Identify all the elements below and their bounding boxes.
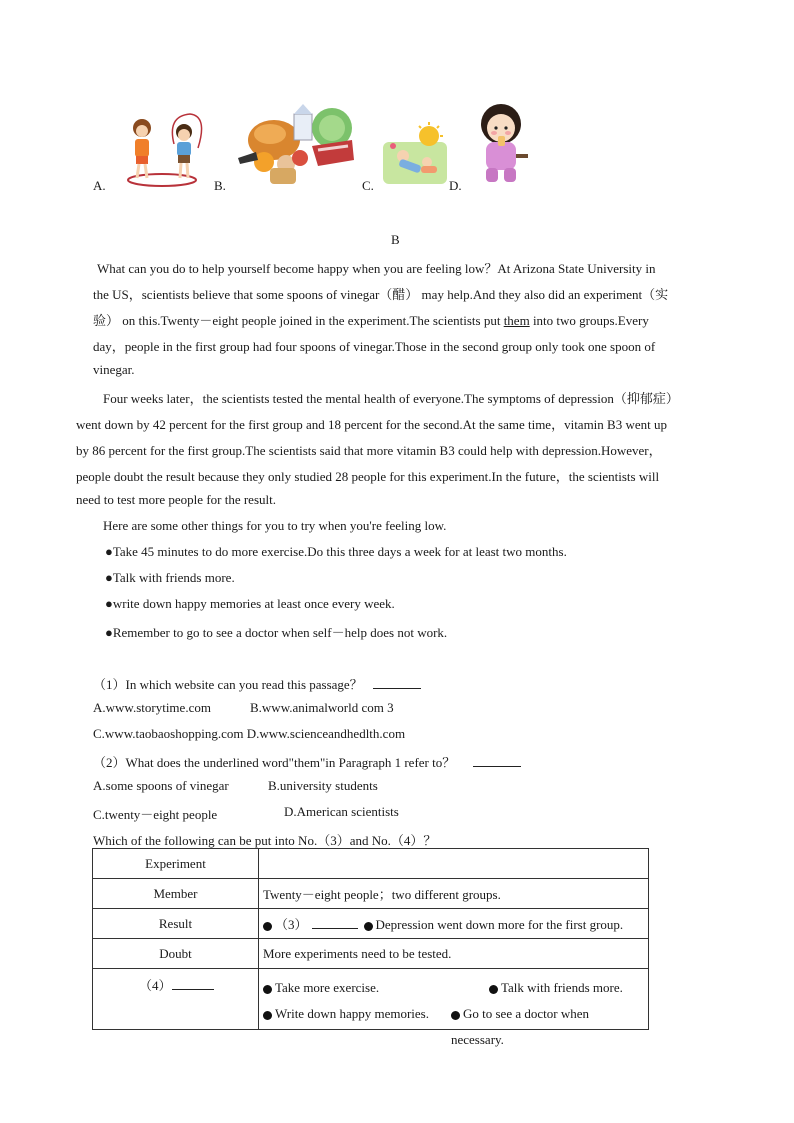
result-text: Depression went down more for the first group.	[375, 917, 624, 932]
suggestion-exercise: Take more exercise.	[275, 980, 380, 995]
question-2-text: （2）What does the underlined word"them"in Paragraph 1 refer to？	[93, 755, 456, 770]
table-cell-result-value	[259, 909, 649, 939]
para1-line-1: What can you do to help yourself become happy when you are feeling low？At Arizona State University in	[97, 261, 656, 276]
food-pile-image	[234, 100, 358, 190]
q2-option-b: B.university students	[268, 778, 378, 793]
question-1-stem	[93, 674, 421, 693]
question-2-stem	[93, 752, 521, 771]
bullet-dot-icon	[451, 1011, 460, 1020]
answer-blank	[473, 755, 521, 767]
suggestion-talk-wrap	[489, 975, 623, 1001]
para1-line-5: vinegar.	[93, 362, 135, 377]
suggestion-line-1	[263, 975, 644, 1001]
table-cell-result: Result	[93, 909, 259, 939]
option-a-label: A.	[93, 178, 106, 193]
answer-blank-4	[172, 978, 214, 990]
bullet-item: ●Talk with friends more.	[105, 570, 235, 585]
bullet-dot-icon	[263, 922, 272, 931]
bullet-dot-icon	[364, 922, 373, 931]
table-row	[93, 969, 649, 1030]
q2-option-c: C.twenty－eight people	[93, 807, 218, 822]
suggestion-doctor-wrap	[451, 1001, 644, 1053]
jump-rope-kids-image	[112, 112, 212, 188]
table-cell-member-value: Twenty－eight people；two different groups.	[259, 879, 649, 909]
girl-eating-image	[472, 102, 530, 188]
bullet-dot-icon	[489, 985, 498, 994]
q1-option-a: A.www.storytime.com	[93, 700, 211, 715]
bullet-dot-icon	[263, 1011, 272, 1020]
suggestion-doctor: Go to see a doctor when necessary.	[451, 1006, 589, 1047]
table-cell-suggestions	[259, 969, 649, 1047]
blank-3-number: （3）	[275, 917, 308, 932]
para2-line-4: people doubt the result because they only studied 28 people for this experiment.In the future，the scientists will	[76, 469, 660, 484]
para2-line-3: by 86 percent for the first group.The scientists said that more vitamin B3 could help with depression.However，	[76, 443, 662, 458]
sun-relaxing-image	[383, 122, 449, 186]
para1-line-3-part-a: 验） on this.Twenty－eight people joined in the experiment.The scientists put	[93, 313, 504, 328]
question-1-text: （1）In which website can you read this passage？	[93, 677, 363, 692]
bullet-item: ●Take 45 minutes to do more exercise.Do this three days a week for at least two months.	[105, 544, 567, 559]
option-b-label: B.	[214, 178, 226, 193]
question-3-4-stem: Which of the following can be put into No.（3）and No.（4）？	[93, 833, 437, 848]
suggestion-talk: Talk with friends more.	[501, 980, 623, 995]
q2-option-a: A.some spoons of vinegar	[93, 778, 229, 793]
bullet-item: ●write down happy memories at least once every week.	[105, 596, 395, 611]
q1-option-c-d: C.www.taobaoshopping.com D.www.scienceandhedlth.com	[93, 726, 406, 741]
table-cell-doubt-value: More experiments need to be tested.	[259, 939, 649, 969]
table-cell-member: Member	[93, 879, 259, 909]
blank-4-number: （4）	[139, 978, 172, 993]
option-d-label: D.	[449, 178, 462, 193]
suggestion-memories: Write down happy memories.	[275, 1006, 429, 1021]
para2-line-5: need to test more people for the result.	[76, 492, 276, 507]
bullet-dot-icon	[263, 985, 272, 994]
para2-line-2: went down by 42 percent for the first group and 18 percent for the second.At the same time，vitamin B3 went up	[76, 417, 667, 432]
para1-line-3-part-b: into two groups.Every	[529, 313, 649, 328]
table-cell-experiment: Experiment	[93, 849, 259, 879]
q2-option-d: D.American scientists	[284, 804, 399, 819]
answer-blank	[373, 677, 421, 689]
table-cell-blank-4	[93, 969, 259, 1030]
answer-blank-3	[312, 917, 358, 929]
table-cell-doubt: Doubt	[93, 939, 259, 969]
table-row	[93, 939, 649, 969]
para1-line-4: day，people in the first group had four spoons of vinegar.Those in the second group only took one spoon of	[93, 339, 656, 354]
table-cell-empty	[259, 849, 649, 879]
q1-option-b: B.www.animalworld com 3	[250, 700, 394, 715]
bullet-item: ●Remember to go to see a doctor when self－help does not work.	[105, 625, 448, 640]
table-row	[93, 909, 649, 939]
table-row	[93, 849, 649, 879]
table-row	[93, 879, 649, 909]
para2-line-1: Four weeks later，the scientists tested the mental health of everyone.The symptoms of depression（抑郁症）	[103, 391, 679, 406]
option-c-label: C.	[362, 178, 374, 193]
section-label: B	[391, 232, 400, 247]
underlined-word-them: them	[503, 313, 530, 328]
para3-intro: Here are some other things for you to try when you're feeling low.	[103, 518, 447, 533]
suggestion-line-2	[263, 1001, 644, 1047]
para1-line-3	[93, 310, 649, 329]
experiment-table	[92, 848, 649, 1047]
para1-line-2: the US，scientists believe that some spoons of vinegar（醋） may help.And they also did an experiment（实	[93, 287, 669, 302]
